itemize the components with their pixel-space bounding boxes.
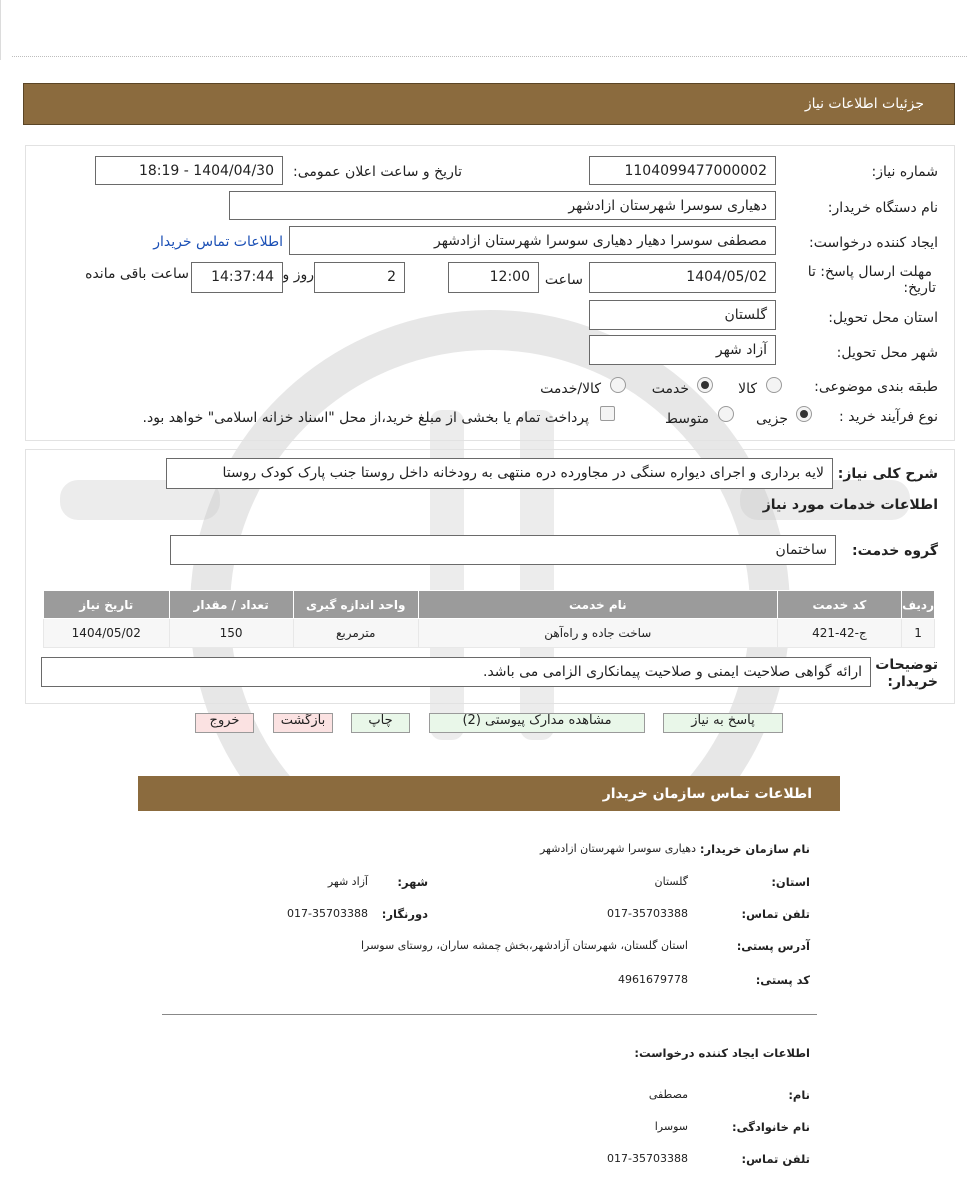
delivery-province-label: استان محل تحویل: [828,310,938,326]
buyer-notes-label: توضیحات [875,657,938,673]
contact-org-label: نام سازمان خریدار: [699,842,810,856]
delivery-city-field: آزاد شهر [589,335,776,365]
deadline-time-label: ساعت [544,272,583,288]
category-goods-label: کالا [738,381,757,397]
exit-button[interactable]: خروج [195,713,254,733]
contact-phone-label: تلفن تماس: [741,907,810,921]
col-name: نام خدمت [418,591,777,619]
back-button[interactable]: بازگشت [273,713,333,733]
need-number-label: شماره نیاز: [871,164,938,180]
treasury-text: پرداخت تمام یا بخشی از مبلغ خرید،از محل "اسناد خزانه اسلامی" خواهد بود. [142,410,589,426]
section-title: جزئیات اطلاعات نیاز [804,96,924,112]
remaining-time-label: ساعت باقی مانده [85,266,189,282]
col-row: ردیف [902,591,935,619]
table-row [44,619,935,648]
buyer-org-field: دهیاری سوسرا شهرستان ازادشهر [229,191,776,220]
creator-last-name-value: سوسرا [654,1120,688,1133]
need-info-panel [25,145,955,441]
contact-province-label: استان: [771,875,810,889]
cell-unit: مترمربع [293,619,418,648]
deadline-time-field: 12:00 [448,262,539,293]
contact-postal-label: کد پستی: [755,973,810,987]
category-goods-service-radio[interactable] [610,377,626,393]
contact-title: اطلاعات تماس سازمان خریدار [602,786,812,802]
col-code: کد خدمت [777,591,901,619]
page-left-rule [0,0,1,60]
deadline-date-field: 1404/05/02 [589,262,776,293]
cell-date: 1404/05/02 [44,619,170,648]
deadline-label-date: تاریخ: [903,280,936,296]
service-group-label: گروه خدمت: [852,543,938,559]
process-type-label: نوع فرآیند خرید : [839,409,938,425]
process-minor-label: جزیی [756,411,788,427]
contact-phone-value: 017-35703388 [607,907,688,920]
cell-row: 1 [902,619,935,648]
top-divider [12,56,967,57]
buyer-contact-link[interactable]: اطلاعات تماس خریدار [153,234,283,250]
services-title: اطلاعات خدمات مورد نیاز [762,497,938,513]
summary-field: لایه برداری و اجرای دیواره سنگی در مجاورده دره منتهی به رودخانه داخل روستا جنب پارک کودک روستا [166,458,833,489]
deadline-label: مهلت ارسال پاسخ: تا [807,264,932,280]
creator-last-name-label: نام خانوادگی: [732,1120,810,1134]
creator-first-name-value: مصطفی [648,1088,688,1101]
col-unit: واحد اندازه گیری [293,591,418,619]
cell-name: ساخت جاده و راه‌آهن [418,619,777,648]
col-qty: تعداد / مقدار [169,591,293,619]
buyer-notes-field: ارائه گواهی صلاحیت ایمنی و صلاحیت پیمانکاری الزامی می باشد. [41,657,871,687]
contact-postal-value: 4961679778 [618,973,688,986]
contact-org-value: دهیاری سوسرا شهرستان ازادشهر [539,842,696,855]
category-service-label: خدمت [651,381,689,397]
process-minor-radio[interactable] [796,406,812,422]
process-medium-label: متوسط [665,411,709,427]
process-medium-radio[interactable] [718,406,734,422]
creator-phone-value: 017-35703388 [607,1152,688,1165]
col-date: تاریخ نیاز [44,591,170,619]
contact-city-label: شهر: [397,875,428,889]
buyer-notes-label-2: خریدار: [887,674,938,690]
services-table [43,590,935,648]
contact-fax-value: 017-35703388 [287,907,368,920]
contact-address-label: آدرس پستی: [736,939,810,953]
creator-phone-label: تلفن تماس: [741,1152,810,1166]
section-header-bar [23,83,955,125]
need-number-field: 1104099477000002 [589,156,776,185]
contact-fax-label: دورنگار: [381,907,428,921]
category-label: طبقه بندی موضوعی: [814,379,938,395]
category-goods-radio[interactable] [766,377,782,393]
creator-field: مصطفی سوسرا دهیار دهیاری سوسرا شهرستان ازادشهر [289,226,776,255]
services-table-header [44,591,935,619]
cell-code: ج-42-421 [777,619,901,648]
delivery-city-label: شهر محل تحویل: [836,345,938,361]
treasury-checkbox[interactable] [600,406,615,421]
announce-datetime-label: تاریخ و ساعت اعلان عمومی: [293,164,462,180]
contact-header-bar [138,776,840,811]
view-attachments-button[interactable]: مشاهده مدارک پیوستی (2) [429,713,645,733]
contact-address-value: استان گلستان، شهرستان آزادشهر،بخش چمشه ساران، روستای سوسرا [360,939,688,952]
contact-divider [162,1014,817,1015]
days-field: 2 [314,262,405,293]
remaining-time-field: 14:37:44 [191,262,283,293]
reply-button[interactable]: پاسخ به نیاز [663,713,783,733]
contact-city-value: آزاد شهر [327,875,368,888]
print-button[interactable]: چاپ [351,713,410,733]
service-group-field: ساختمان [170,535,836,565]
delivery-province-field: گلستان [589,300,776,330]
category-goods-service-label: کالا/خدمت [540,381,601,397]
summary-label: شرح کلی نیاز: [837,466,938,482]
contact-province-value: گلستان [654,875,688,888]
category-service-radio[interactable] [697,377,713,393]
announce-datetime-field: 1404/04/30 - 18:19 [95,156,283,185]
creator-first-name-label: نام: [788,1088,810,1102]
buyer-org-label: نام دستگاه خریدار: [827,200,938,216]
creator-label: ایجاد کننده درخواست: [809,235,938,251]
creator-info-title: اطلاعات ایجاد کننده درخواست: [634,1046,810,1060]
days-label: روز و [282,267,314,283]
cell-qty: 150 [169,619,293,648]
